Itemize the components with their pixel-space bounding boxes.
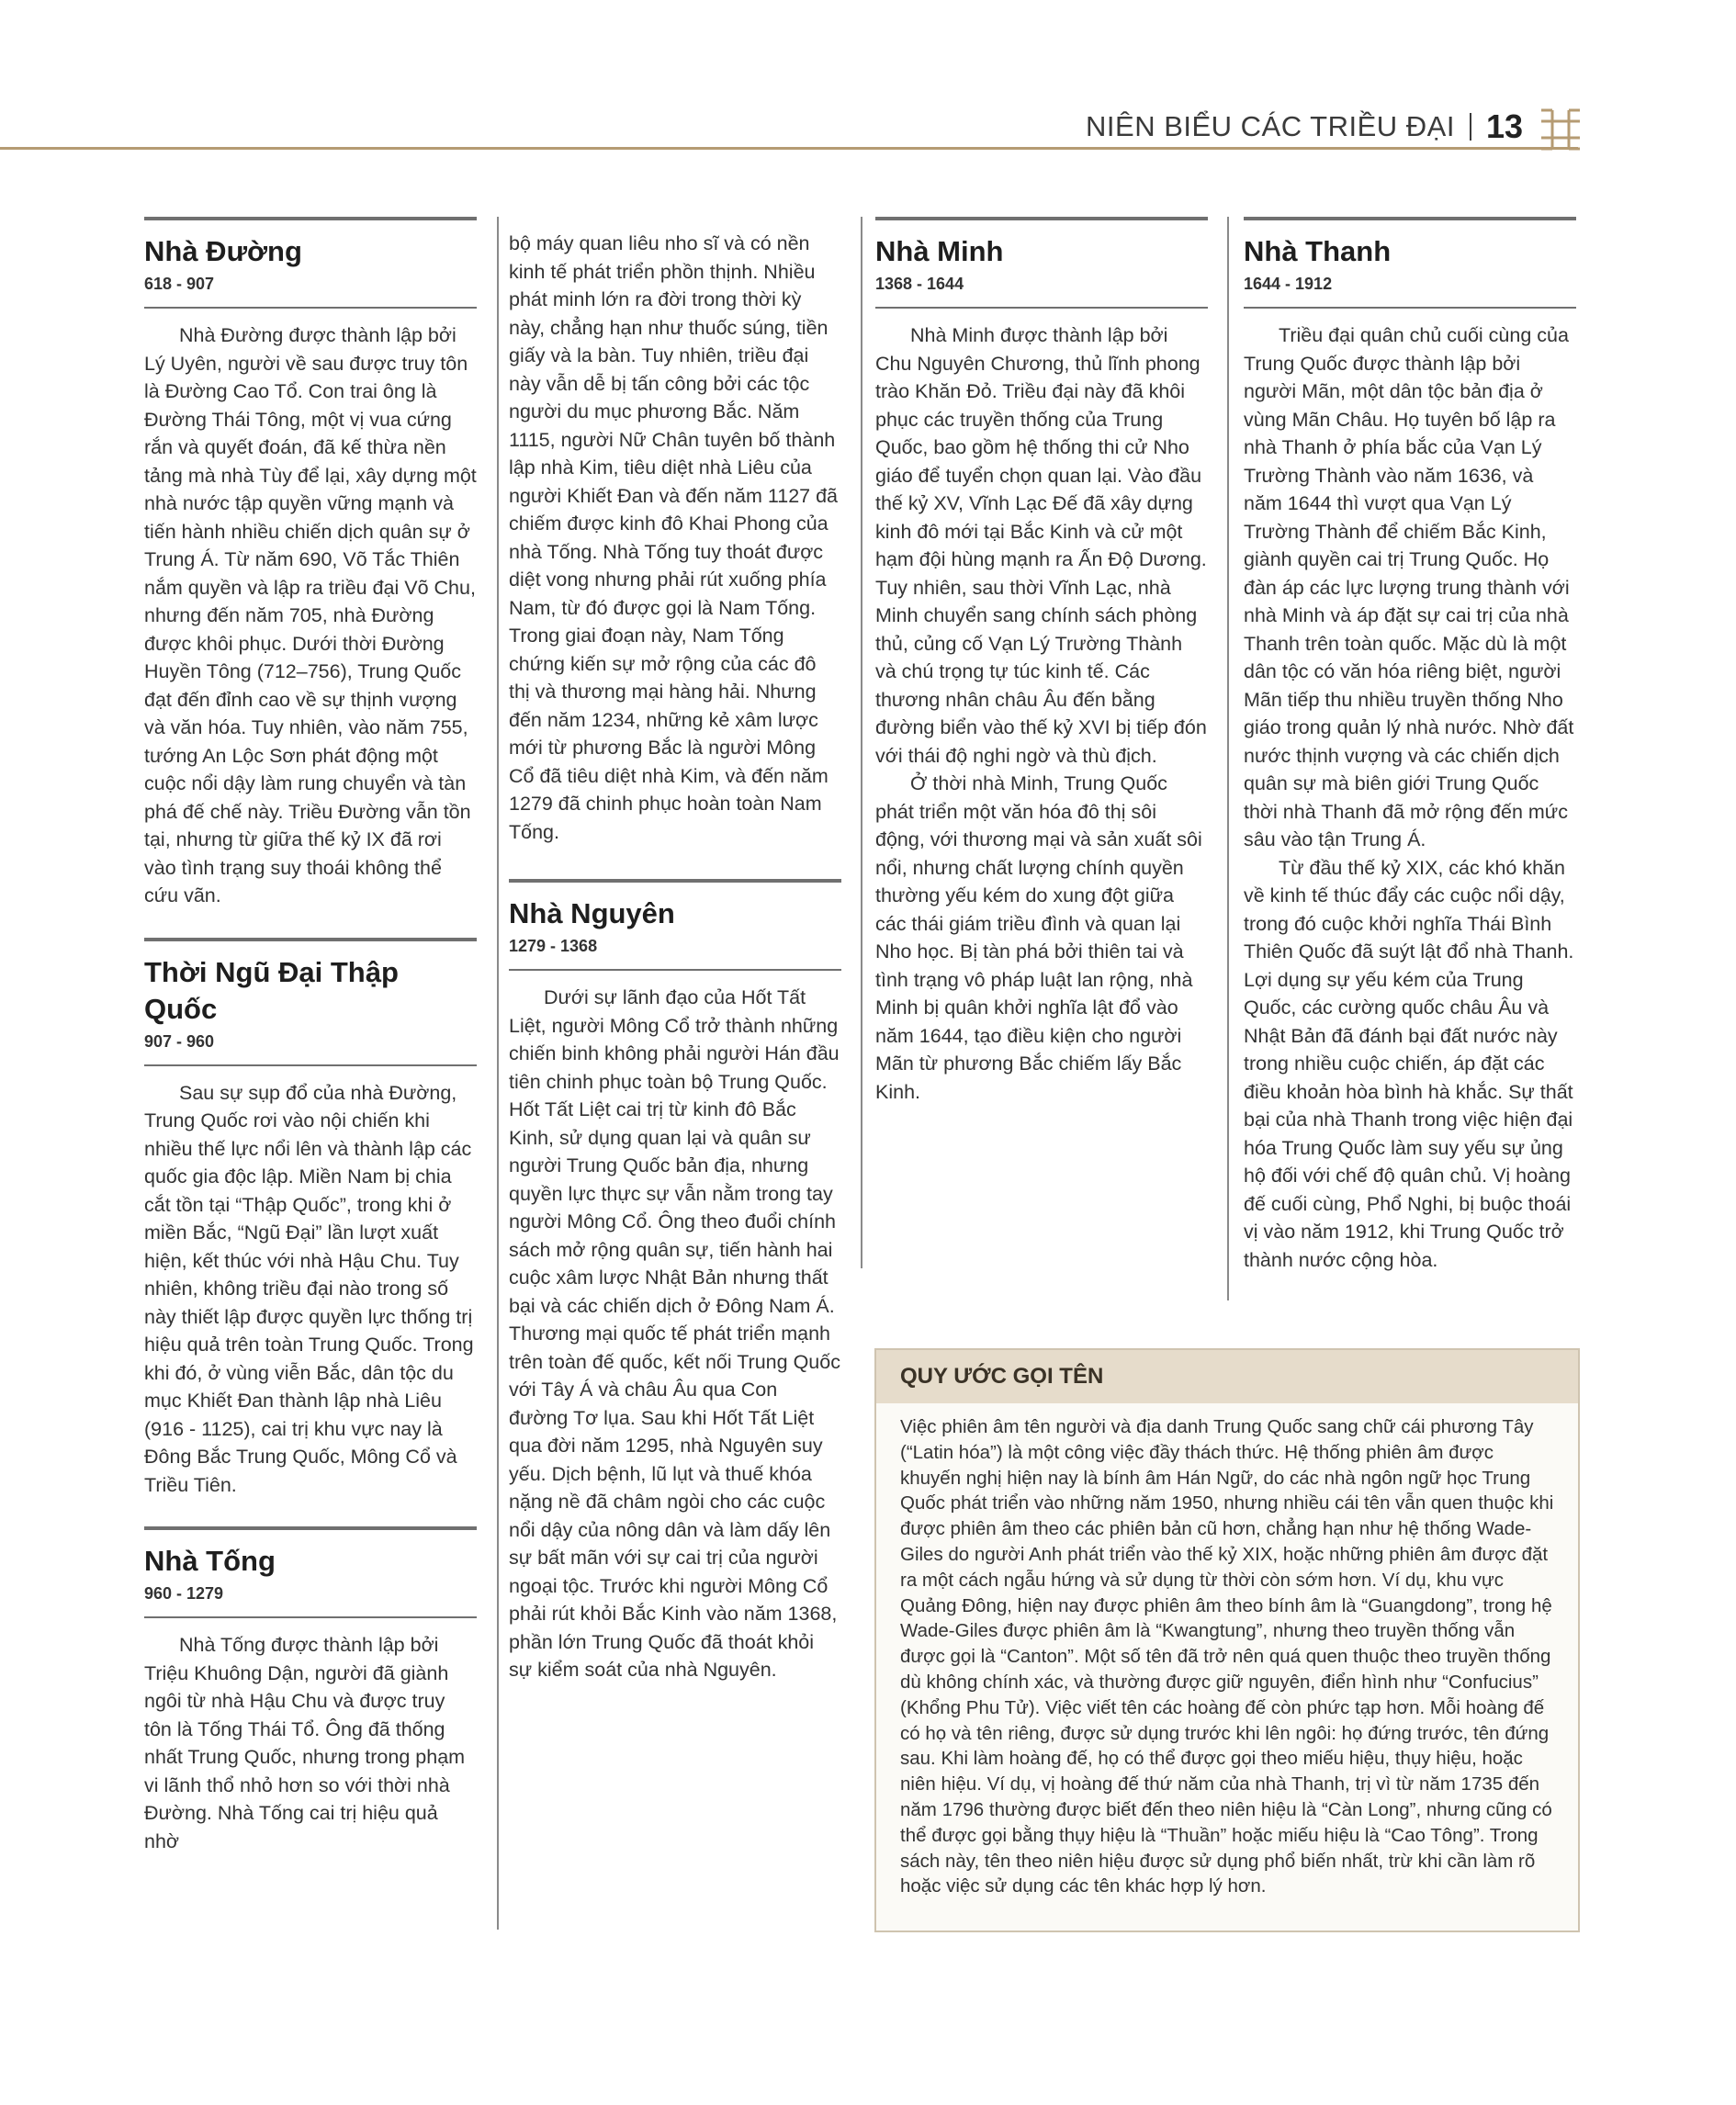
column-4: [1244, 217, 1576, 1301]
section-title: Nhà Đường: [144, 235, 302, 267]
paragraph: Từ đầu thế kỷ XIX, các khó khăn về kinh tế thúc đẩy các cuộc nổi dậy, trong đó cuộc khởi nghĩa Thái Bình Thiên Quốc đã suýt lật đổ nhà Thanh. Lợi dụng sự yếu kém của Trung Quốc, các cường quốc châu Âu và Nhật Bản đã đánh bại đất nước này trong nhiều cuộc chiến, áp đặt các điều khoản hòa bình hà khắc. Sự thất bại của nhà Thanh trong việc hiện đại hóa Trung Quốc làm suy yếu sự ủng hộ đối với chế độ quân chủ. Vị hoàng đế cuối cùng, Phổ Nghi, bị buộc thoái vị vào năm 1912, khi Trung Quốc trở thành nước cộng hòa.: [1244, 856, 1574, 1271]
paragraph: Nhà Minh được thành lập bởi Chu Nguyên Chương, thủ lĩnh phong trào Khăn Đỏ. Triều đại này đã khôi phục các truyền thống của Trung Quốc, bao gồm hệ thống thi cử Nho giáo để tuyển chọn quan lại. Vào đầu thế kỷ XV, Vĩnh Lạc Đế đã xây dựng kinh đô mới tại Bắc Kinh và cử một hạm đội hùng mạnh ra Ấn Độ Dương. Tuy nhiên, sau thời Vĩnh Lạc, nhà Minh chuyển sang chính sách phòng thủ, củng cố Vạn Lý Trường Thành và chú trọng tự túc kinh tế. Các thương nhân châu Âu đến bằng đường biển vào thế kỷ XVI bị tiếp đón với thái độ nghi ngờ và thù địch.: [875, 324, 1207, 767]
column-2: [509, 230, 841, 1712]
paragraph: Nhà Đường được thành lập bởi Lý Uyên, người về sau được truy tôn là Đường Cao Tổ. Con trai ông là Đường Thái Tông, một vị vua cứng rắn và quyết đoán, đã kế thừa nền tảng mà nhà Tùy để lại, xây dựng một nhà nước tập quyền vững mạnh và tiến hành nhiều chiến dịch quân sự ở Trung Á. Từ năm 690, Võ Tắc Thiên nắm quyền và lập ra triều đại Võ Chu, nhưng đến năm 705, nhà Đường được khôi phục. Dưới thời Đường Huyền Tông (712–756), Trung Quốc đạt đến đỉnh cao về sự thịnh vượng và văn hóa. Tuy nhiên, vào năm 755, tướng An Lộc Sơn phát động một cuộc nổi dậy làm rung chuyển và tàn phá đế chế này. Triều Đường vẫn tồn tại, nhưng từ giữa thế kỷ IX đã rơi vào tình trạng suy thoái không thể cứu vãn.: [144, 324, 477, 906]
continued-paragraph: bộ máy quan liêu nho sĩ và có nền kinh tế phát triển phồn thịnh. Nhiều phát minh lớn ra đời trong thời kỳ này, chẳng hạn như thuốc súng, tiền giấy và la bàn. Tuy nhiên, triều đại này vẫn dễ bị tấn công bởi các tộc người du mục phương Bắc. Năm 1115, người Nữ Chân tuyên bố thành lập nhà Kim, tiêu diệt nhà Liêu của người Khiết Đan và đến năm 1127 đã chiếm được kinh đô Khai Phong của nhà Tống. Nhà Tống tuy thoát được diệt vong nhưng phải rút xuống phía Nam, từ đó được gọi là Nam Tống. Trong giai đoạn này, Nam Tống chứng kiến sự mở rộng của các đô thị và thương mại hàng hải. Nhưng đến năm 1234, những kẻ xâm lược mới từ phương Bắc là người Mông Cổ đã tiêu diệt nhà Kim, và đến năm 1279 đã chinh phục hoàn toàn Nam Tống.: [509, 232, 838, 843]
section-dates: 1644 - 1912: [1244, 275, 1333, 293]
section-top-rule: [1244, 217, 1576, 220]
section-dates: 618 - 907: [144, 275, 215, 293]
section-top-rule: [144, 938, 477, 941]
section-under-rule: [144, 307, 477, 309]
dynasty-minh: [875, 217, 1208, 1106]
section-title: Nhà Thanh: [1244, 235, 1392, 267]
paragraph: Ở thời nhà Minh, Trung Quốc phát triển một văn hóa đô thị sôi động, với thương mại và sản xuất sôi nổi, nhưng chất lượng chính quyền thường yếu kém do xung đột giữa các thái giám triều đình và quan lại Nho học. Bị tàn phá bởi thiên tai và tình trạng vô pháp luật lan rộng, nhà Minh bị quân khởi nghĩa lật đổ vào năm 1644, tạo điều kiện cho người Mãn từ phương Bắc chiếm lấy Bắc Kinh.: [875, 772, 1202, 1103]
dynasty-ngu-dai: [144, 938, 477, 1500]
section-top-rule: [144, 1526, 477, 1530]
running-title: NIÊN BIỂU CÁC TRIỀU ĐẠI: [1086, 110, 1455, 142]
section-dates: 960 - 1279: [144, 1584, 224, 1603]
section-body: [875, 321, 1208, 1106]
section-dates: 1368 - 1644: [875, 275, 964, 293]
box-body: Việc phiên âm tên người và địa danh Trung Quốc sang chữ cái phương Tây (“Latin hóa”) là một công việc đầy thách thức. Hệ thống phiên âm được khuyến nghị hiện nay là bính âm Hán Ngữ, do các nhà ngôn ngữ học Trung Quốc phát triển vào những năm 1950, nhưng nhiều cái tên vẫn quen thuộc khi được phiên âm theo các phiên bản cũ hơn, chẳng hạn như hệ thống Wade-Giles do người Anh phát triển vào thế kỷ XIX, hoặc những phiên âm được đặt ra một cách ngẫu hứng và sử dụng từ thời còn sớm hơn. Ví dụ, khu vực Quảng Đông, hiện nay được phiên âm theo bính âm là “Guangdong”, trong hệ Wade-Giles được phiên âm là “Kwangtung”, nhưng theo truyền thống vẫn được gọi là “Canton”. Một số tên đã trở nên quá quen thuộc theo truyền thống dù không chính xác, và thường được giữ nguyên, điển hình như “Confucius” (Khổng Phu Tử). Việc viết tên các hoàng đế còn phức tạp hơn. Mỗi hoàng đế có họ và tên riêng, được sử dụng trước khi lên ngôi: họ đứng trước, tên đứng sau. Khi làm hoàng đế, họ có thể được gọi theo miếu hiệu, thụy hiệu, hoặc niên hiệu. Ví dụ, vị hoàng đế thứ năm của nhà Thanh, trị vì từ năm 1735 đến năm 1796 thường được biết đến theo niên hiệu là “Càn Long”, nhưng cũng có thể được gọi bằng thụy hiệu là “Thuần” hoặc miếu hiệu là “Cao Tông”. Trong sách này, tên theo niên hiệu được sử dụng phổ biến nhất, trừ khi cần làm rõ hoặc việc sử dụng các tên khác hợp lý hơn.: [900, 1416, 1554, 1897]
section-top-rule: [875, 217, 1208, 220]
section-top-rule: [144, 217, 477, 220]
dynasty-nguyen: [509, 879, 841, 1684]
column-divider: [1227, 217, 1229, 1300]
section-under-rule: [875, 307, 1208, 309]
section-dates: 907 - 960: [144, 1031, 215, 1051]
paragraph: Dưới sự lãnh đạo của Hốt Tất Liệt, người Mông Cổ trở thành những chiến binh không phải người Hán đầu tiên chinh phục toàn bộ Trung Quốc. Hốt Tất Liệt cai trị từ kinh đô Bắc Kinh, sử dụng quan lại và quân sư người Trung Quốc bản địa, nhưng quyền lực thực sự vẫn nằm trong tay người Mông Cổ. Ông theo đuổi chính sách mở rộng quân sự, tiến hành hai cuộc xâm lược Nhật Bản nhưng thất bại và các chiến dịch ở Đông Nam Á. Thương mại quốc tế phát triển mạnh trên toàn đế quốc, kết nối Trung Quốc với Tây Á và châu Âu qua Con đường Tơ lụa. Sau khi Hốt Tất Liệt qua đời năm 1295, nhà Nguyên suy yếu. Dịch bệnh, lũ lụt và thuế khóa nặng nề đã châm ngòi cho các cuộc nổi dậy của nông dân và làm dấy lên sự bất mãn với sự cai trị của người ngoại tộc. Trước khi người Mông Cổ phải rút khỏi Bắc Kinh vào năm 1368, phần lớn Trung Quốc đã thoát khỏi sự kiểm soát của nhà Nguyên.: [509, 986, 840, 1681]
section-top-rule: [509, 879, 841, 883]
section-under-rule: [144, 1616, 477, 1618]
column-3: [875, 217, 1208, 1133]
section-under-rule: [144, 1064, 477, 1066]
window-lattice-icon: [1539, 108, 1582, 151]
section-title: Thời Ngũ Đại Thập Quốc: [144, 955, 399, 1025]
section-body: [509, 984, 841, 1684]
dynasty-tong: [144, 1526, 477, 1855]
section-body: [144, 321, 477, 910]
page-number: 13: [1485, 107, 1523, 145]
section-title: Nhà Tống: [144, 1545, 276, 1577]
header-separator: [1470, 113, 1471, 141]
section-dates: 1279 - 1368: [509, 937, 598, 955]
naming-conventions-box: [874, 1348, 1580, 1932]
paragraph: Sau sự sụp đổ của nhà Đường, Trung Quốc rơi vào nội chiến khi nhiều thế lực nổi lên và thành lập các quốc gia độc lập. Miền Nam bị chia cắt tồn tại “Thập Quốc”, trong khi ở miền Bắc, “Ngũ Đại” lần lượt xuất hiện, kết thúc với nhà Hậu Chu. Tuy nhiên, không triều đại nào trong số này thiết lập được quyền lực thống trị hiệu quả trên toàn Trung Quốc. Trong khi đó, ở vùng viễn Bắc, dân tộc du mục Khiết Đan thành lập nhà Liêu (916 - 1125), cai trị khu vực nay là Đông Bắc Trung Quốc, Mông Cổ và Triều Tiên.: [144, 1081, 474, 1496]
column-divider: [497, 217, 499, 1930]
section-body: [1244, 321, 1576, 1274]
section-title: Nhà Minh: [875, 235, 1004, 267]
dynasty-duong: [144, 217, 477, 910]
column-1: [144, 217, 477, 1883]
dynasty-thanh: [1244, 217, 1576, 1274]
running-head: [1086, 107, 1523, 147]
section-under-rule: [1244, 307, 1576, 309]
section-title: Nhà Nguyên: [509, 897, 675, 929]
header-rule: [0, 147, 1578, 150]
section-body: [144, 1079, 477, 1500]
section-under-rule: [509, 969, 841, 971]
paragraph: Nhà Tống được thành lập bởi Triệu Khuông Dận, người đã giành ngôi từ nhà Hậu Chu và được truy tôn là Tống Thái Tổ. Ông đã thống nhất Trung Quốc, nhưng trong phạm vi lãnh thổ nhỏ hơn so với thời nhà Đường. Nhà Tống cai trị hiệu quả nhờ: [144, 1634, 466, 1852]
box-title: QUY ƯỚC GỌI TÊN: [876, 1350, 1578, 1403]
paragraph: Triều đại quân chủ cuối cùng của Trung Quốc được thành lập bởi người Mãn, một dân tộc bản địa ở vùng Mãn Châu. Họ tuyên bố lập ra nhà Thanh ở phía bắc của Vạn Lý Trường Thành vào năm 1636, và năm 1644 thì vượt qua Vạn Lý Trường Thành để chiếm Bắc Kinh, giành quyền cai trị Trung Quốc. Họ đàn áp các lực lượng trung thành với nhà Minh và áp đặt sự cai trị của nhà Thanh trên toàn quốc. Mặc dù là một dân tộc có văn hóa riêng biệt, người Mãn tiếp thu nhiều truyền thống Nho giáo trong quản lý nhà nước. Nhờ đất nước thịnh vượng và các chiến dịch quân sự mà biên giới Trung Quốc thời nhà Thanh đã mở rộng đến mức sâu vào tận Trung Á.: [1244, 324, 1574, 850]
column-divider: [861, 217, 862, 1268]
section-body: [144, 1631, 477, 1855]
